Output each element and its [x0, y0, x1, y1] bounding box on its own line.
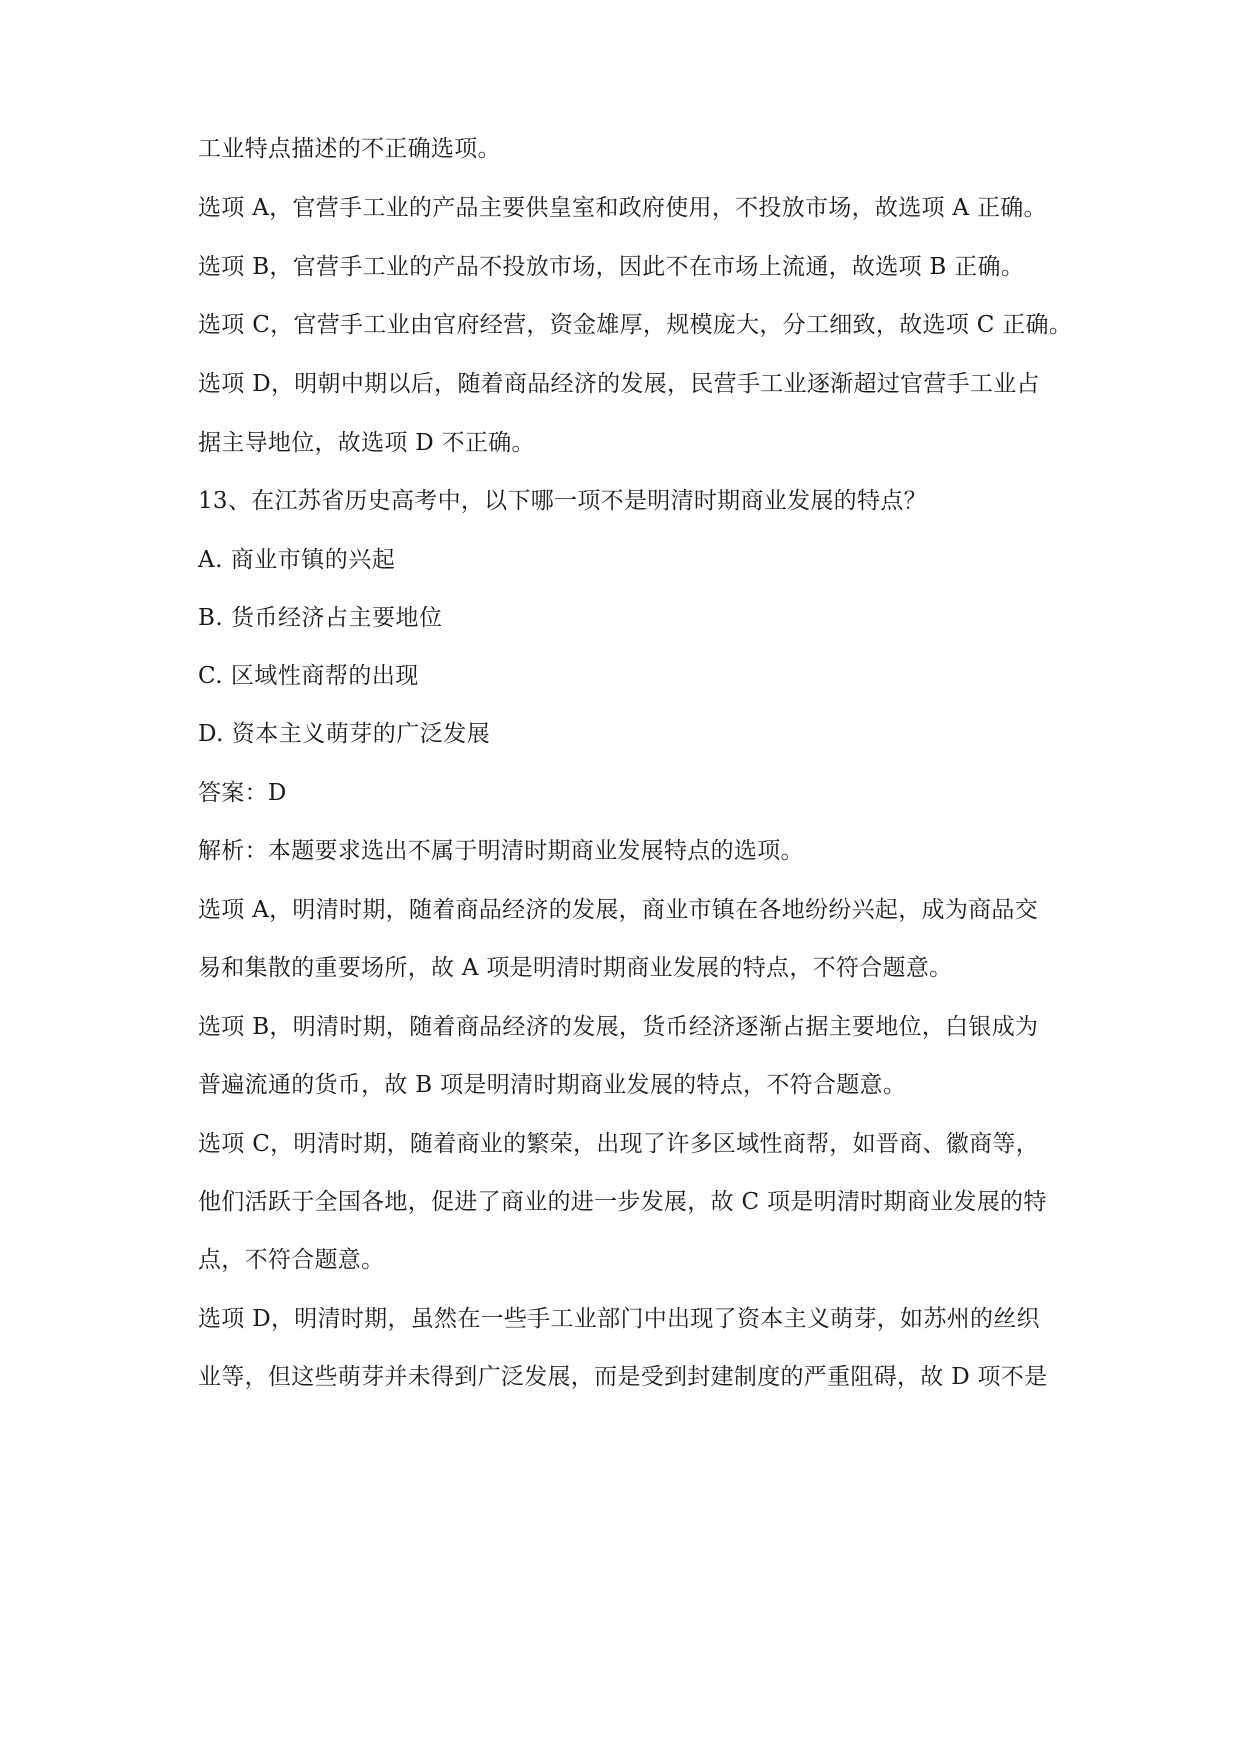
paragraph-line: 普遍流通的货币，故 B 项是明清时期商业发展的特点，不符合题意。: [198, 1072, 907, 1098]
paragraph-line: 据主导地位，故选项 D 不正确。: [198, 430, 535, 456]
option-d: D. 资本主义萌芽的广泛发展: [198, 721, 491, 747]
paragraph-line: 选项 B，官营手工业的产品不投放市场，因此不在市场上流通，故选项 B 正确。: [198, 254, 1025, 280]
option-c: C. 区域性商帮的出现: [198, 663, 419, 689]
paragraph-line: 工业特点描述的不正确选项。: [198, 136, 501, 162]
option-b: B. 货币经济占主要地位: [198, 605, 443, 631]
paragraph-line: 选项 A，明清时期，随着商品经济的发展，商业市镇在各地纷纷兴起，成为商品交: [198, 897, 1039, 923]
paragraph-line: 选项 D，明朝中期以后，随着商品经济的发展，民营手工业逐渐超过官营手工业占: [198, 371, 1040, 397]
answer-line: 答案：D: [198, 780, 287, 806]
paragraph-line: 业等，但这些萌芽并未得到广泛发展，而是受到封建制度的严重阻碍，故 D 项不是: [198, 1364, 1048, 1390]
paragraph-line: 点，不符合题意。: [198, 1247, 385, 1273]
paragraph-line: 选项 A，官营手工业的产品主要供皇室和政府使用，不投放市场，故选项 A 正确。: [198, 195, 1047, 221]
paragraph-line: 他们活跃于全国各地，促进了商业的进一步发展，故 C 项是明清时期商业发展的特: [198, 1189, 1047, 1215]
question-text: 13、在江苏省历史高考中，以下哪一项不是明清时期商业发展的特点？: [198, 488, 927, 514]
paragraph-line: 选项 B，明清时期，随着商品经济的发展，货币经济逐渐占据主要地位，白银成为: [198, 1014, 1039, 1040]
paragraph-line: 选项 C，明清时期，随着商业的繁荣，出现了许多区域性商帮，如晋商、徽商等，: [198, 1131, 1040, 1157]
option-a: A. 商业市镇的兴起: [198, 547, 396, 573]
analysis-line: 解析：本题要求选出不属于明清时期商业发展特点的选项。: [198, 838, 804, 864]
paragraph-line: 选项 C，官营手工业由官府经营，资金雄厚，规模庞大，分工细致，故选项 C 正确。: [198, 312, 1073, 338]
paragraph-line: 易和集散的重要场所，故 A 项是明清时期商业发展的特点，不符合题意。: [198, 955, 953, 981]
paragraph-line: 选项 D，明清时期，虽然在一些手工业部门中出现了资本主义萌芽，如苏州的丝织: [198, 1306, 1040, 1332]
